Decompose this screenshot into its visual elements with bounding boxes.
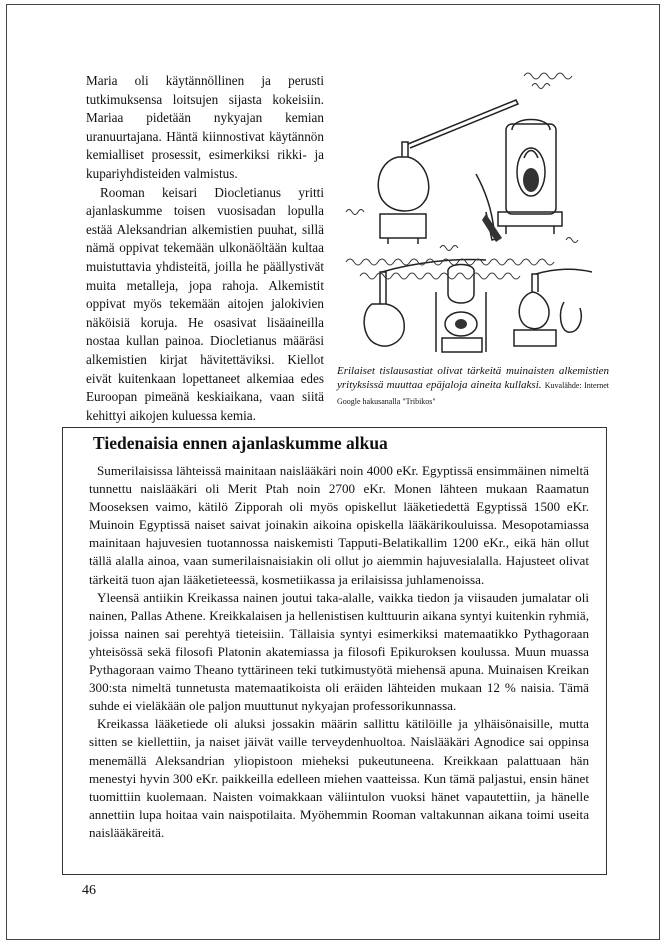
caption-text: Erilaiset tislausastiat olivat tärkeitä muinaisten alkemistien yrityksissä muuttaa epäjaloja aineita kullaksi. — [337, 365, 609, 392]
alchemy-illustration — [336, 62, 608, 362]
box-paragraph-greece: Yleensä antiikin Kreikassa nainen joutui taka-alalle, vaikka tiedon ja viisauden jumalatar oli nainen, Pallas Athene. Kreikkalaisen ja hellenistisen kulttuurin aikana syntyi kuitenkin ryhmiä, joissa nainen sai perehtyä tieteisiin. Tällaisia syntyi esimerkiksi matemaatikko Pythagoraan yhteisössä sekä filosofi Platonin akatemiassa ja filosofi Epikuroksen koulussa. Muun muassa Pythagoraan vaimo Theano tyttärineen teki tutkimustyötä miehensä apuna. Muinaisen Kreikan 300:sta nimeltä tunnetusta matemaatikoista oli eräiden lähteiden mukaan 12 % naisia. Tämä suhde ei vieläkään ole paljon muuttunut nykyajan professorikunnassa. — [89, 589, 589, 714]
box-paragraph-medicine: Kreikassa lääketiede oli aluksi jossakin määrin sallittu kätilöille ja ylhäisönaisille, mutta sitten se kiellettiin, ja naiset jäivät vaille terveydenhuoltoa. Naislääkäri Agnodice sai oppinsa menemällä Aleksandrian yliopistoon mieheksi pukeutuneena. Kreikkaan palattuaan hän menestyi hyvin 300 eKr. paikkeilla edelleen miehen vaatteissa. Kun tämä paljastui, ensin hänet tuomittiin kuolemaan. Naisten voimakkaan väliintulon vuoksi hänet vapautettiin, ja hänelle annettiin lupa hoitaa vain naispotilaita. Myöhemmin Rooman valtakunnan aikana toimi useita naislääkäreitä. — [89, 716, 589, 840]
caption-source: Kuvalähde: Internet Google hakusanalla "Tribikos" — [337, 381, 610, 406]
box-body — [89, 462, 589, 842]
box-title: Tiedenaisia ennen ajanlaskumme alkua — [93, 433, 388, 453]
box-paragraph-egypt: Sumerilaisissa lähteissä mainitaan naislääkäri noin 4000 eKr. Egyptissä ensimmäinen nimeltä tunnettu naislääkäri oli Merit Ptah noin 2700 eKr. Monen lähteen mukaan Raamatun Mooseksen vaimo, kätilö Zipporah oli myös opiskellut lääketiedettä Egyptissä 1500 eKr. Muinoin Egyptissä naiset saivat joinakin aikoina opiskella lääkärikouluissa. Mesopotamiassa mainitaan hajuvesien tuotannossa naiskemisti Tapputi-Belatikallim 1200 eKr., eikä hän ollut tällä alalla ainoa, vaan sumerilaisnaisiakin oli ollut jo aiemmin hajuvesialalla. Hajusteet olivat tärkeitä tuon ajan lääketieteessä, kosmetiikassa ja erilaisissa juhlamenoissa. — [89, 463, 589, 587]
page-number: 46 — [82, 883, 96, 898]
distillation-apparatus-drawing — [336, 62, 608, 362]
paragraph-maria: Maria oli käytännöllinen ja perusti tutkimuksensa loitsujen sijasta kokeisiin. Mariaa pidetään nykyajan kemian uranuurtajana. Häntä kiinnostivat käytännön kemialliset prosessit, esimerkiksi rikki- ja kupariyhdisteiden valmistus. — [86, 73, 324, 181]
figure-caption — [337, 364, 609, 409]
sidebar-box — [62, 427, 607, 875]
paragraph-diocletianus: Rooman keisari Diocletianus yritti ajanlaskumme toisen vuosisadan lopulla estää Aleksandrian alkemistien puuhat, sillä nämä oppivat tekemään ulkonäöltään kultaa muistuttavia yhdisteitä, joilla he päällystivät muita metalleja, jopa rahoja. Alkemistit oppivat myös tekemään aitojen jalokivien näköisiä koruja. He osasivat lisäaineilla nostaa kullan painoa. Diocletianus määräsi alkemistien kirjat hävitettäviksi. Kiellot eivät kuitenkaan lopettaneet alkemiaa edes Euroopan pimeänä keskiaikana, vaan siitä kehittyi aikojen kuluessa kemia. — [86, 184, 324, 423]
left-column-text — [86, 72, 324, 425]
